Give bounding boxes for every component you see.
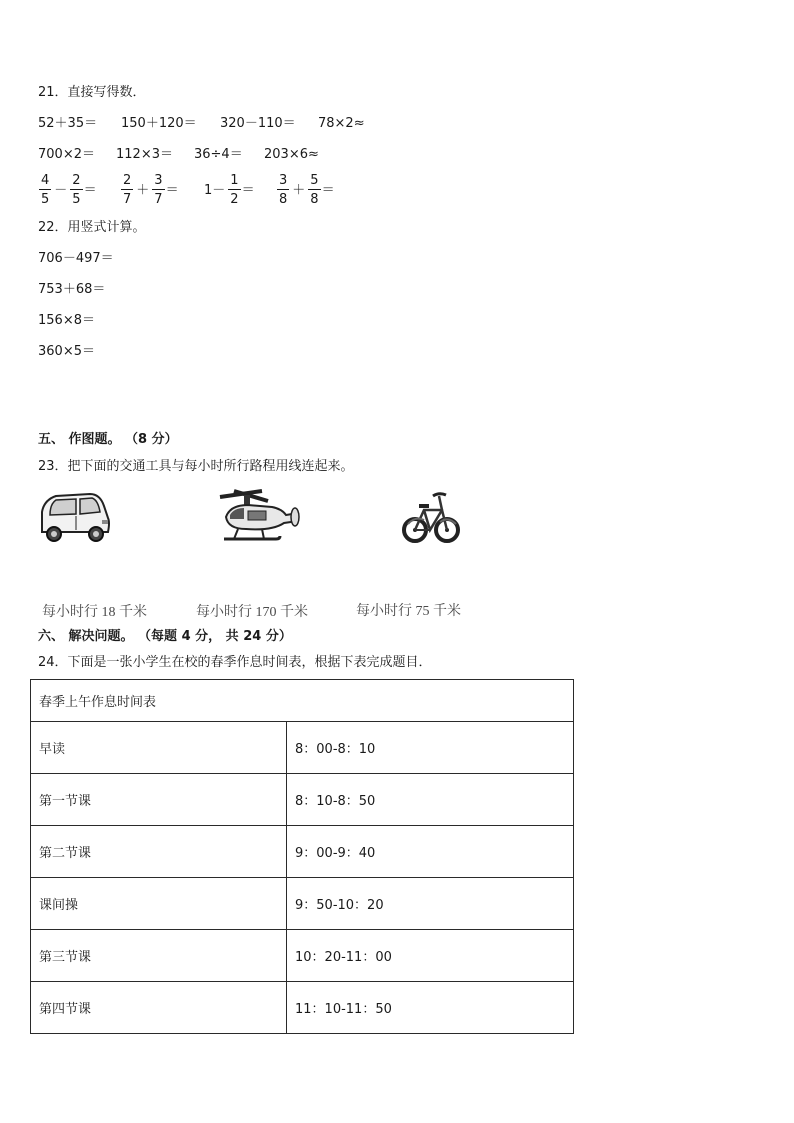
q21-title: 21．直接写得数． [38, 85, 146, 100]
denominator: 2 [230, 192, 239, 207]
table-cell-time: 9：00-9：40 [287, 826, 574, 878]
table-cell-time: 10：20-11：00 [287, 930, 574, 982]
numerator: 4 [41, 173, 50, 188]
q21-fraction-2 [120, 170, 179, 210]
table-cell-activity: 第三节课 [31, 930, 287, 982]
table-cell-time: 8：10-8：50 [287, 774, 574, 826]
q23-title: 23．把下面的交通工具与每小时所行路程用线连起来。 [38, 459, 354, 474]
q22-item-2: 753＋68＝ [38, 282, 106, 297]
table-caption-row [31, 680, 574, 722]
table-row [31, 982, 574, 1034]
helicopter-icon [216, 487, 302, 549]
q21-r2-c4: 203×6≈ [264, 147, 319, 162]
denominator: 7 [123, 192, 132, 207]
table-cell-activity: 第二节课 [31, 826, 287, 878]
speed-label-1: 每小时行 18 千米 [42, 605, 147, 620]
q21-r1-c3: 320－110＝ [220, 116, 296, 131]
numerator: 3 [279, 173, 288, 188]
table-row [31, 826, 574, 878]
equals-sign: ＝ [321, 182, 335, 198]
denominator: 5 [41, 192, 50, 207]
equals-sign: ＝ [83, 182, 97, 198]
q22-item-3: 156×8＝ [38, 313, 95, 328]
q21-r1-c1: 52＋35＝ [38, 116, 98, 131]
q24-title: 24．下面是一张小学生在校的春季作息时间表，根据下表完成题目． [38, 655, 432, 670]
q21-r2-c3: 36÷4＝ [194, 147, 243, 162]
table-cell-time: 9：50-10：20 [287, 878, 574, 930]
q21-fraction-3 [202, 170, 255, 210]
equals-sign: ＝ [241, 182, 255, 198]
denominator: 7 [154, 192, 163, 207]
table-cell-activity: 第一节课 [31, 774, 287, 826]
q22-title: 22．用竖式计算。 [38, 220, 146, 235]
table-caption: 春季上午作息时间表 [31, 680, 574, 722]
denominator: 8 [279, 192, 288, 207]
speed-label-3: 每小时行 75 千米 [356, 604, 461, 619]
operator: ＋ [136, 182, 150, 198]
operator: ＋ [292, 182, 306, 198]
numerator: 2 [123, 173, 132, 188]
table-cell-activity: 早读 [31, 722, 287, 774]
numerator: 2 [72, 173, 81, 188]
numerator: 3 [154, 173, 163, 188]
q22-item-4: 360×5＝ [38, 344, 95, 359]
equals-sign: ＝ [165, 182, 179, 198]
section6-heading: 六、 解决问题。 （每题 4 分， 共 24 分） [38, 629, 292, 644]
operator: 1－ [204, 182, 226, 198]
table-row [31, 722, 574, 774]
table-row [31, 774, 574, 826]
q21-r2-c2: 112×3＝ [116, 147, 173, 162]
operator: － [54, 182, 68, 198]
numerator: 1 [230, 173, 239, 188]
table-cell-activity: 课间操 [31, 878, 287, 930]
table-cell-time: 11：10-11：50 [287, 982, 574, 1034]
section5-heading: 五、 作图题。 （8 分） [38, 432, 178, 447]
table-cell-time: 8：00-8：10 [287, 722, 574, 774]
schedule-table [30, 679, 574, 1034]
q22-item-1: 706－497＝ [38, 251, 114, 266]
car-icon [36, 488, 112, 546]
bicycle-icon [402, 486, 460, 550]
q21-r2-c1: 700×2＝ [38, 147, 95, 162]
table-row [31, 930, 574, 982]
numerator: 5 [310, 173, 319, 188]
q21-r1-c2: 150＋120＝ [121, 116, 197, 131]
table-row [31, 878, 574, 930]
denominator: 5 [72, 192, 81, 207]
q21-fraction-4 [276, 170, 335, 210]
denominator: 8 [310, 192, 319, 207]
speed-label-2: 每小时行 170 千米 [196, 605, 308, 620]
q21-fraction-1 [38, 170, 97, 210]
q21-r1-c4: 78×2≈ [318, 116, 365, 131]
table-cell-activity: 第四节课 [31, 982, 287, 1034]
